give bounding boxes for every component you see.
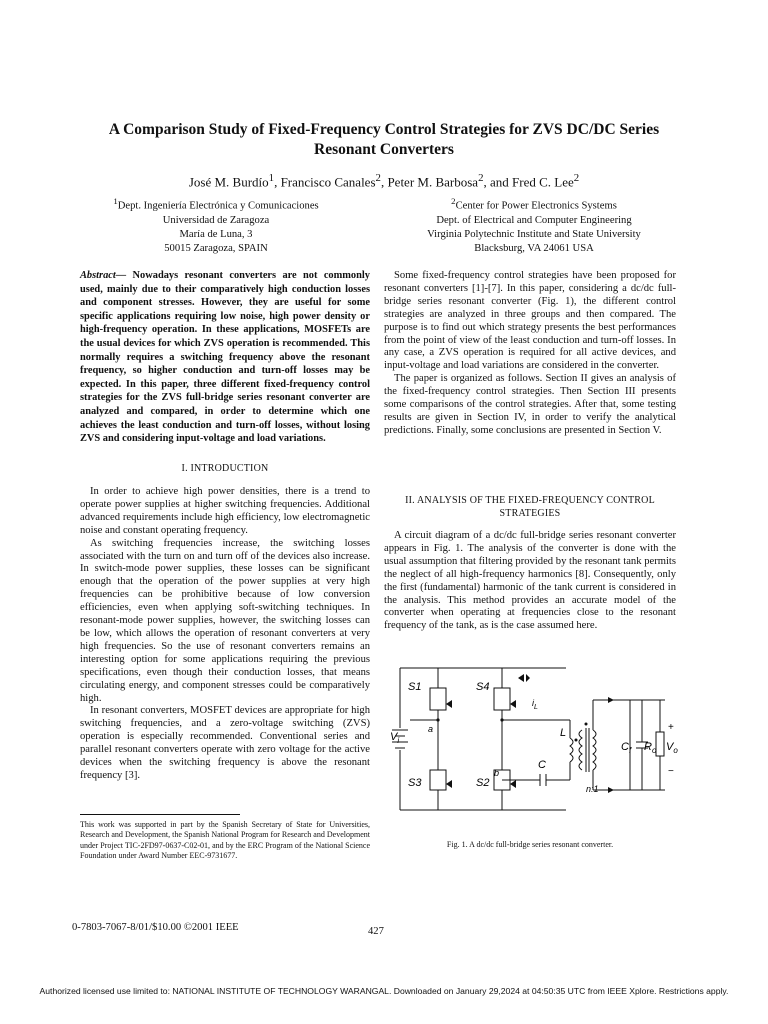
node-a-label: a <box>428 724 434 734</box>
abstract-text: Nowadays resonant converters are not commonly used, mainly due to their comparatively high conduction losses and component stresses. However, they are useful for some specific applications requiring low noise, high power density or high-frequency operation. In these applications, MOSFETs are the usual devices for which ZVS operation is recommended. This normally requires a switching frequency above the resonant frequency, so higher conduction and turn-off losses may be expected. In this paper, three different fixed-frequency control strategies for the ZVS full-bridge series resonant converter are analyzed and compared, in order to determine which one achieves the least conduction and turn-off losses, without losing ZVS and considering input-voltage and load variations. <box>80 270 370 445</box>
abstract <box>80 269 370 446</box>
affiliation-2-line-2: Dept. of Electrical and Computer Engineering <box>436 214 632 226</box>
section-2-heading-line-2: STRATEGIES <box>499 508 561 519</box>
affiliation-1-mark: 1 <box>113 196 118 206</box>
affiliation-2-line-4: Blacksburg, VA 24061 USA <box>474 243 594 255</box>
switch-s2-label: S2 <box>476 777 490 789</box>
affiliation-2-line-1: Center for Power Electronics Systems <box>455 200 617 212</box>
filter-capacitor-label: $C_f$ <box>621 741 632 755</box>
affiliation-1-line-3: María de Luna, 3 <box>179 228 253 240</box>
isbn-line: 0-7803-7067-8/01/$10.00 ©2001 IEEE <box>72 922 239 933</box>
funding-footnote: This work was supported in part by the Spanish Secretary of State for Universities, Research and Development, the Spanish National Program for Research and Development under Project TIC-2FD97-0637-C02-01, and by the ERC Program of the National Science Foundation under Award Number EEC-9731677. <box>80 820 370 861</box>
title-line-1: A Comparison Study of Fixed-Frequency Control Strategies for ZVS DC/DC Series <box>108 121 660 138</box>
capacitor-label: C <box>538 759 546 771</box>
analysis-body <box>384 530 676 633</box>
title-line-2: Resonant Converters <box>314 141 454 158</box>
author-4-mark: 2 <box>573 172 580 184</box>
affiliation-2-line-3: Virginia Polytechnic Institute and State University <box>427 228 641 240</box>
section-heading-introduction: I. INTRODUCTION <box>181 463 269 474</box>
affiliation-2-mark: 2 <box>451 196 456 206</box>
affiliation-1-line-2: Universidad de Zaragoza <box>162 214 270 226</box>
page-number: 427 <box>368 926 384 937</box>
right-paragraph-2: The paper is organized as follows. Section II gives an analysis of the fixed-frequency control strategies. Then Section III presents some comparisons of the control strategies. After that, some testing results are given in Section IV, in order to verify the analytical predictions. Finally, some conclusions are presented in Section V. <box>384 373 676 436</box>
intro-paragraph-1: In order to achieve high power densities, there is a trend to operate power supplies at higher switching frequencies. Additional advanced requirements include high efficiency, low electromagnetic noise and constant operating frequency. <box>80 486 370 536</box>
node-b-label: b <box>494 768 500 778</box>
circuit-diagram <box>390 660 680 826</box>
output-voltage-label: $V_o$ <box>666 741 678 755</box>
affiliation-1-line-1: Dept. Ingeniería Electrónica y Comunicaciones <box>117 200 319 212</box>
output-minus-label: − <box>668 766 674 777</box>
paper-title <box>40 120 728 160</box>
author-3-mark: 2 <box>478 172 484 184</box>
section-2-heading-line-1: II. ANALYSIS OF THE FIXED-FREQUENCY CONTROL <box>405 495 655 506</box>
intro-paragraph-3: In resonant converters, MOSFET devices are appropriate for high switching frequencies, and a zero-voltage switching (ZVS) operation is especially recommended. Conventional series and parallel resonant converters operate with zero voltage for the active devices when the switching frequency is above the resonant frequency [3]. <box>80 705 370 781</box>
affiliation-zaragoza <box>92 194 340 256</box>
author-list <box>40 170 728 190</box>
input-voltage-label: $V_i$ <box>390 731 400 745</box>
intro-continuation <box>384 270 676 438</box>
tank-current-label: $i_L$ <box>532 698 538 711</box>
introduction-body <box>80 486 370 783</box>
license-notice: Authorized licensed use limited to: NATIONAL INSTITUTE OF TECHNOLOGY WARANGAL. Downloaded on January 29,2024 at 04:50:35 UTC from IEEE Xplore. Restrictions apply. <box>39 986 729 996</box>
analysis-paragraph-1: A circuit diagram of a dc/dc full-bridge series resonant converter appears in Fig. 1. The analysis of the converter is done with the usual assumption that filtering provided by the resonant tank permits the neglect of all high-frequency harmonics [8]. Consequently, only the first (fundamental) harmonic of the tank current is considered in the analysis. This method provides an accurate model of the converter when operating at frequencies close to the resonant frequency of the tank, as is the case assumed here. <box>384 530 676 632</box>
author-3: , Peter M. Barbosa <box>380 174 479 190</box>
inductor-label: L <box>560 727 567 739</box>
switch-s4-label: S4 <box>476 681 490 693</box>
right-paragraph-1: Some fixed-frequency control strategies have been proposed for resonant converters [1]-[7]. In this paper, considering a dc/dc full-bridge series resonant converter (Fig. 1), the different control strategies are analyzed in three groups and then compared. The purpose is to find out which strategy presents the best performances from the point of view of the least conduction and turn-off losses. In any case, a ZVS operation is required for all active devices, and input-voltage and load variations are considered in the converter. <box>384 270 676 372</box>
author-1: José M. Burdío <box>188 174 269 190</box>
author-2-mark: 2 <box>375 172 381 184</box>
intro-paragraph-2: As switching frequencies increase, the switching losses associated with the turn on and turn off of the devices also increase. In switch-mode power supplies, these losses can be significant enough that the operation of the power supplies at very high frequencies can be prohibitive because of low conversion efficiencies, even when applying soft-switching techniques. In resonant-mode power supplies, however, the switching losses can be low, which allows the operation of resonant converters at very high frequencies. So the use of resonant converters remains an interesting option for some applications requiring the previous specifications, even though their conduction losses, that means circulating energy, and component stresses could be comparatively high. <box>80 537 370 704</box>
author-1-mark: 1 <box>268 172 275 184</box>
turns-ratio-label: n:1 <box>586 784 599 794</box>
footnote-divider <box>80 814 240 815</box>
output-plus-label: + <box>668 722 674 733</box>
author-4: , and Fred C. Lee <box>483 174 574 190</box>
switch-s1-label: S1 <box>408 681 422 693</box>
author-2: , Francisco Canales <box>274 174 376 190</box>
abstract-lead: Abstract— <box>80 270 127 281</box>
affiliation-virginia-tech <box>400 194 668 256</box>
figure-caption: Fig. 1. A dc/dc full-bridge series resonant converter. <box>446 840 614 849</box>
switch-s3-label: S3 <box>408 777 422 789</box>
affiliation-1-line-4: 50015 Zaragoza, SPAIN <box>164 243 268 255</box>
converter-schematic <box>390 660 680 826</box>
section-heading-analysis <box>384 494 676 520</box>
load-resistor-label: $R_o$ <box>644 741 657 755</box>
